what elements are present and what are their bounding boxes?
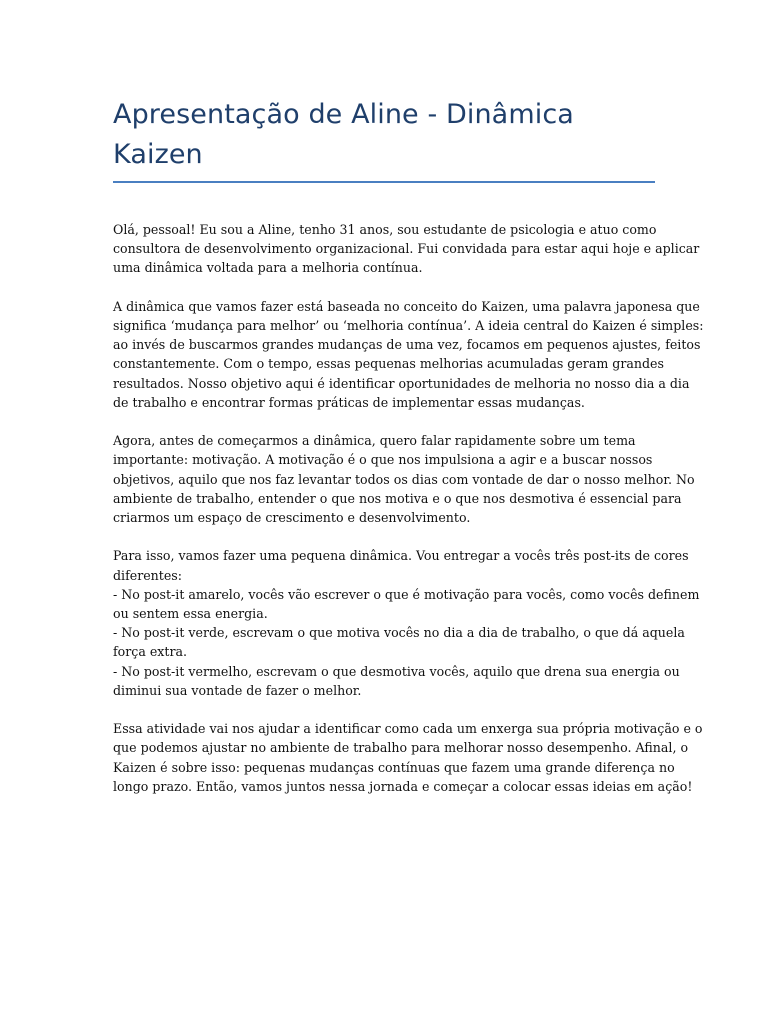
text-line: Para isso, vamos fazer uma pequena dinâmica. Vou entregar a vocês três post-its de cores <box>113 548 689 564</box>
paragraph-motivation <box>113 431 695 527</box>
paragraph-conclusion <box>113 719 703 796</box>
paragraph-post-its <box>113 546 700 700</box>
text-line: força extra. <box>113 644 187 660</box>
text-line: Agora, antes de começarmos a dinâmica, quero falar rapidamente sobre um tema <box>113 433 636 449</box>
text-line: criarmos um espaço de crescimento e desenvolvimento. <box>113 510 471 526</box>
page-title <box>113 95 655 181</box>
title-underline <box>113 181 655 183</box>
paragraph-kaizen <box>113 297 704 412</box>
text-line: - No post-it verde, escrevam o que motiva vocês no dia a dia de trabalho, o que dá aquela <box>113 625 685 641</box>
text-line: diferentes: <box>113 567 183 583</box>
text-line: significa ‘mudança para melhor’ ou ‘melhoria contínua’. A ideia central do Kaizen é simples: <box>113 318 704 333</box>
text-line: - No post-it amarelo, vocês vão escrever o que é motivação para vocês, como vocês definem <box>113 586 700 602</box>
text-line: ou sentem essa energia. <box>113 606 268 622</box>
title-line: Kaizen <box>113 139 203 170</box>
text-line: ao invés de buscarmos grandes mudanças de uma vez, focamos em pequenos ajustes, feitos <box>113 337 701 353</box>
text-line: resultados. Nosso objetivo aqui é identificar oportunidades de melhoria no nosso dia a dia <box>113 375 690 391</box>
text-line: objetivos, aquilo que nos faz levantar todos os dias com vontade de dar o nosso melhor. No <box>113 471 695 487</box>
text-line: longo prazo. Então, vamos juntos nessa jornada e começar a colocar essas ideias em ação! <box>113 778 693 794</box>
text-line: Essa atividade vai nos ajudar a identificar como cada um enxerga sua própria motivação e o <box>113 721 703 737</box>
text-line: constantemente. Com o tempo, essas pequenas melhorias acumuladas geram grandes <box>113 356 664 372</box>
text-line: consultora de desenvolvimento organizacional. Fui convidada para estar aqui hoje e aplicar <box>113 241 700 257</box>
paragraph-intro <box>113 220 700 278</box>
document-page <box>113 95 704 815</box>
text-line: uma dinâmica voltada para a melhoria contínua. <box>113 260 423 276</box>
text-line: que podemos ajustar no ambiente de trabalho para melhorar nosso desempenho. Afinal, o <box>113 740 689 756</box>
text-line: - No post-it vermelho, escrevam o que desmotiva vocês, aquilo que drena sua energia ou <box>113 663 680 679</box>
title-line: Apresentação de Aline - Dinâmica <box>113 99 574 130</box>
document-body <box>113 220 704 796</box>
text-line: Olá, pessoal! Eu sou a Aline, tenho 31 anos, sou estudante de psicologia e atuo como <box>113 222 657 237</box>
text-line: de trabalho e encontrar formas práticas de implementar essas mudanças. <box>113 394 585 410</box>
text-line: Kaizen é sobre isso: pequenas mudanças contínuas que fazem uma grande diferença no <box>113 759 675 775</box>
text-line: ambiente de trabalho, entender o que nos motiva e o que nos desmotiva é essencial para <box>113 490 682 506</box>
text-line: importante: motivação. A motivação é o que nos impulsiona a agir e a buscar nossos <box>113 452 653 468</box>
text-line: diminui sua vontade de fazer o melhor. <box>113 682 362 698</box>
text-line: A dinâmica que vamos fazer está baseada no conceito do Kaizen, uma palavra japonesa que <box>113 298 700 314</box>
